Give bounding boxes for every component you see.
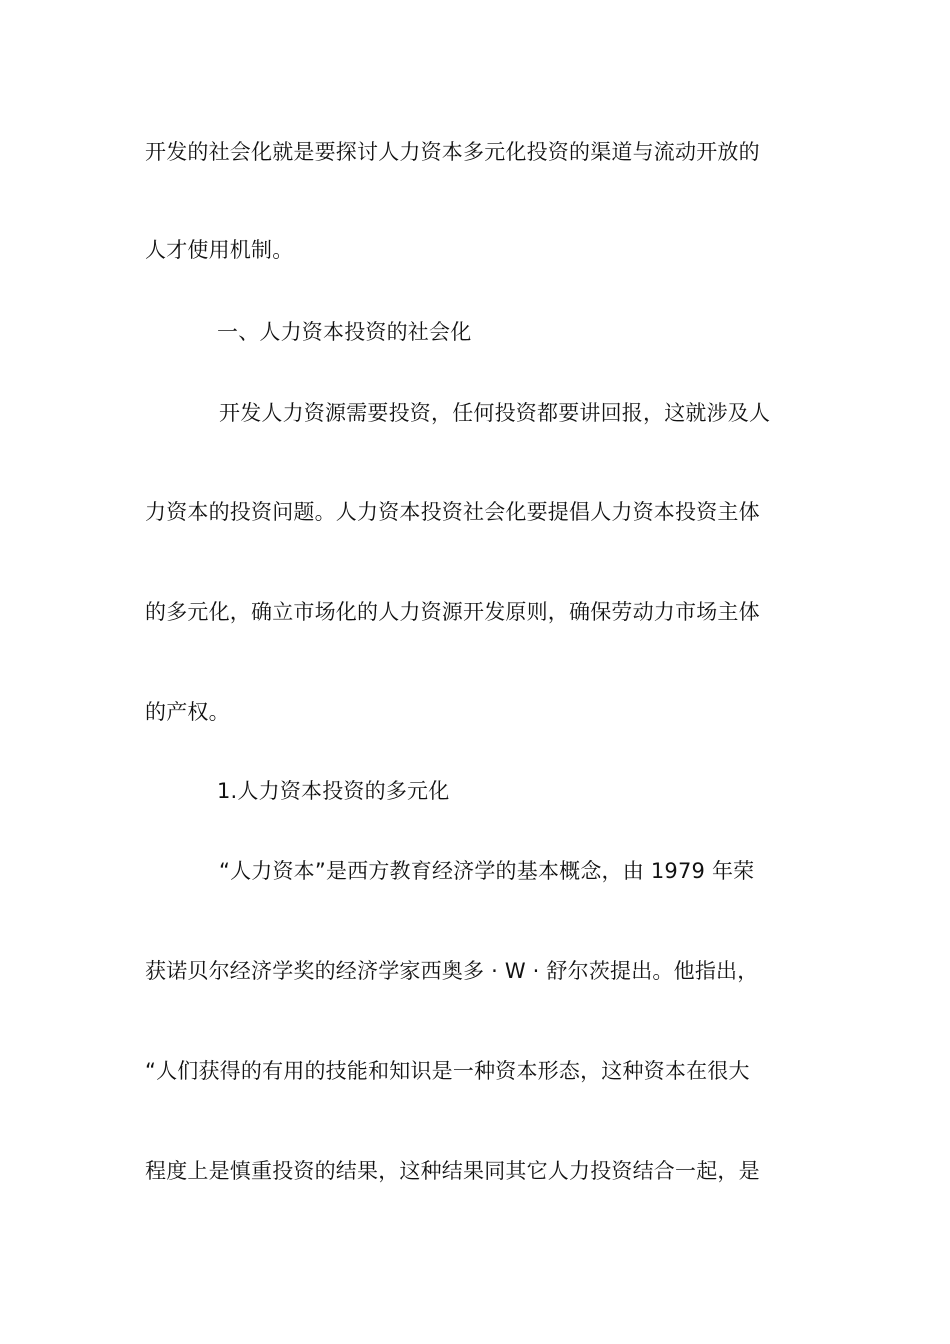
paragraph-line: 程度上是慎重投资的结果，这种结果同其它人力投资结合一起，是 [145,1159,760,1183]
paragraph-line: 的多元化，确立市场化的人力资源开发原则，确保劳动力市场主体 [145,600,760,624]
paragraph-line: “人力资本”是西方教育经济学的基本概念，由 1979 年荣 [219,859,755,883]
section-heading: 一、人力资本投资的社会化 [217,320,472,344]
paragraph-line: 开发人力资源需要投资，任何投资都要讲回报，这就涉及人 [219,401,771,425]
subsection-heading: 1.人力资本投资的多元化 [217,779,450,803]
paragraph-line: 力资本的投资问题。人力资本投资社会化要提倡人力资本投资主体 [145,500,760,524]
paragraph-line: 开发的社会化就是要探讨人力资本多元化投资的渠道与流动开放的 [145,140,760,164]
paragraph-line: “人们获得的有用的技能和知识是一种资本形态，这种资本在很大 [145,1059,750,1083]
paragraph-line: 人才使用机制。 [145,238,294,262]
paragraph-line: 获诺贝尔经济学奖的经济学家西奥多 · W · 舒尔茨提出。他指出， [145,959,759,983]
paragraph-line: 的产权。 [145,700,230,724]
